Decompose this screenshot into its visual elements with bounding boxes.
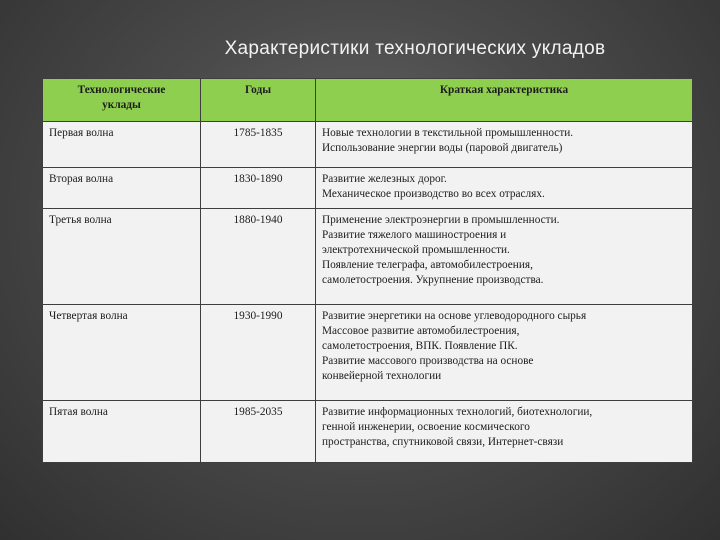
- years-cell: 1785-1835: [201, 122, 316, 168]
- description-cell: Развитие энергетики на основе углеводородного сырья Массовое развитие автомобилестроения, самолетостроения, ВПК. Появление ПК. Развитие массового производства на основе конвейерной технологии: [316, 305, 693, 401]
- table-row: [43, 122, 693, 168]
- table-row: [43, 168, 693, 209]
- table-row: [43, 401, 693, 463]
- table-row: [43, 305, 693, 401]
- years-cell: 1880-1940: [201, 209, 316, 305]
- slide-title: Характеристики технологических укладов: [224, 38, 606, 59]
- description-cell: Развитие информационных технологий, биотехнологии, генной инженерии, освоение космического пространства, спутниковой связи, Интернет-связи: [316, 401, 693, 463]
- header-short-description: Краткая характеристика: [316, 79, 693, 122]
- description-cell: Применение электроэнергии в промышленности. Развитие тяжелого машиностроения и электротехнической промышленности. Появление телеграфа, автомобилестроения, самолетостроения. Укрупнение производства.: [316, 209, 693, 305]
- wave-name-cell: Пятая волна: [43, 401, 201, 463]
- wave-name-cell: Четвертая волна: [43, 305, 201, 401]
- description-cell: Новые технологии в текстильной промышленности. Использование энергии воды (паровой двигатель): [316, 122, 693, 168]
- wave-name-cell: Вторая волна: [43, 168, 201, 209]
- technology-waves-table: [42, 78, 693, 463]
- header-years: Годы: [201, 79, 316, 122]
- description-cell: Развитие железных дорог. Механическое производство во всех отраслях.: [316, 168, 693, 209]
- years-cell: 1830-1890: [201, 168, 316, 209]
- table-header-row: [43, 79, 693, 122]
- years-cell: 1930-1990: [201, 305, 316, 401]
- table-row: [43, 209, 693, 305]
- years-cell: 1985-2035: [201, 401, 316, 463]
- header-technological-modes: Технологические уклады: [43, 79, 201, 122]
- wave-name-cell: Первая волна: [43, 122, 201, 168]
- wave-name-cell: Третья волна: [43, 209, 201, 305]
